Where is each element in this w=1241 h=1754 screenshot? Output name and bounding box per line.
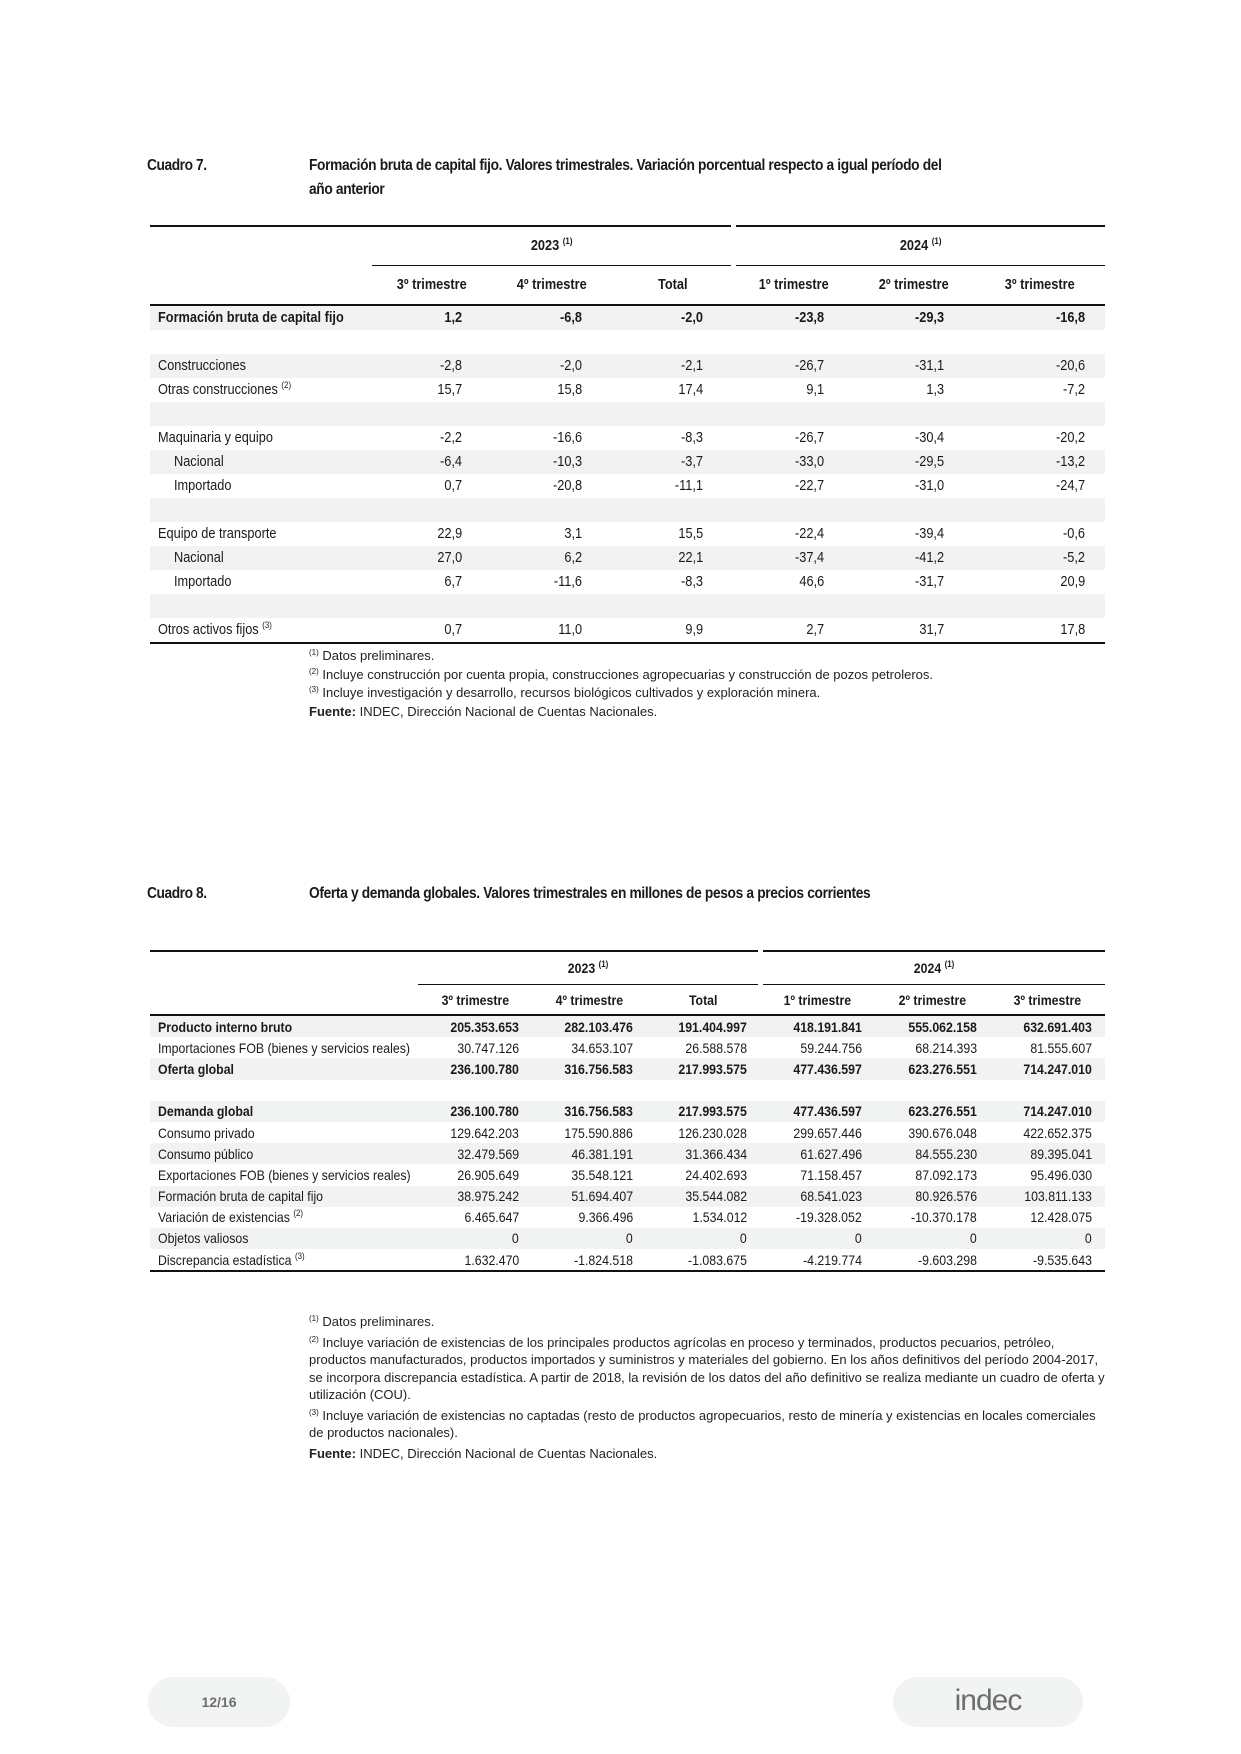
row-label: Formación bruta de capital fijo bbox=[150, 305, 372, 330]
cell-value: -20,2 bbox=[1055, 430, 1086, 446]
cell-value: 6,2 bbox=[492, 546, 612, 570]
cell-value: -22,4 bbox=[794, 526, 825, 542]
cell-value: 32.479.569 bbox=[418, 1143, 532, 1164]
cell-value: 68.214.393 bbox=[915, 1039, 978, 1056]
footnote-marker: (3) bbox=[294, 1250, 305, 1261]
row-label: Producto interno bruto bbox=[150, 1015, 418, 1037]
cell-value: 27,0 bbox=[372, 546, 492, 570]
cell-value: 31.366.434 bbox=[646, 1143, 760, 1164]
column-header: 4º trimestre bbox=[517, 277, 587, 293]
footnote: $^{(1)}$ Datos preliminares. bbox=[309, 1314, 435, 1329]
spacer-row bbox=[150, 1080, 1105, 1101]
row-label: Importado bbox=[174, 478, 232, 494]
table-7-year-2023: 2023 $^{(1)}$ bbox=[372, 226, 733, 266]
cell-value: 217.993.575 bbox=[646, 1101, 760, 1122]
cell-value: -26,7 bbox=[794, 430, 825, 446]
table-row bbox=[150, 618, 1105, 643]
table-8 bbox=[150, 950, 1105, 1272]
cell-value: 236.100.780 bbox=[418, 1101, 532, 1122]
cell-value: -19.328.052 bbox=[796, 1209, 863, 1226]
cell-value: 1,3 bbox=[926, 382, 945, 398]
cell-value: 0 bbox=[760, 1228, 875, 1249]
cell-value: 0,7 bbox=[444, 478, 462, 494]
column-header: 1º trimestre bbox=[758, 277, 829, 293]
table-8-year-row bbox=[150, 951, 1105, 985]
cell-value: -41,2 bbox=[854, 546, 974, 570]
table-7-body bbox=[150, 305, 1105, 643]
row-label: Consumo privado bbox=[158, 1124, 255, 1141]
cell-value: 714.247.010 bbox=[990, 1058, 1105, 1079]
cell-value: 555.062.158 bbox=[875, 1015, 990, 1037]
row-label: Equipo de transporte bbox=[158, 526, 277, 542]
table-row bbox=[150, 1143, 1105, 1164]
row-label: Importaciones FOB (bienes y servicios reales) bbox=[158, 1039, 410, 1056]
cell-value: 2,7 bbox=[806, 622, 825, 638]
cell-value: 129.642.203 bbox=[450, 1124, 519, 1141]
cell-value: 3,1 bbox=[564, 526, 582, 542]
cell-value: 22,9 bbox=[437, 526, 462, 542]
cell-value: 1.632.470 bbox=[464, 1251, 519, 1268]
cell-value: 17,8 bbox=[1060, 622, 1086, 638]
cell-value: 12.428.075 bbox=[1030, 1209, 1093, 1226]
table-8-year-2023: 2023 $^{(1)}$ bbox=[418, 951, 760, 985]
cell-value: 26.905.649 bbox=[457, 1166, 519, 1183]
cell-value: -2,1 bbox=[612, 354, 733, 378]
table-7-footnotes bbox=[309, 647, 1109, 721]
cell-value: 30.747.126 bbox=[457, 1039, 519, 1056]
table-row bbox=[150, 546, 1105, 570]
cell-value: 0 bbox=[532, 1228, 646, 1249]
cell-value: 17,4 bbox=[678, 382, 704, 398]
column-header: 4º trimestre bbox=[555, 991, 623, 1008]
cell-value: 15,7 bbox=[437, 382, 462, 398]
cell-value: -10.370.178 bbox=[911, 1209, 978, 1226]
table-7-title-line1: Formación bruta de capital fijo. Valores trimestrales. Variación porcentual respecto a igual período del bbox=[309, 157, 942, 174]
cell-value: -31,1 bbox=[854, 354, 974, 378]
cell-value: 126.230.028 bbox=[678, 1124, 748, 1141]
cell-value: -20,8 bbox=[552, 478, 582, 494]
table-7 bbox=[150, 225, 1105, 644]
cell-value: 191.404.997 bbox=[646, 1015, 760, 1037]
cell-value: -23,8 bbox=[733, 305, 854, 330]
column-header: Total bbox=[688, 991, 718, 1008]
cell-value: -30,4 bbox=[914, 430, 945, 446]
table-row bbox=[150, 1015, 1105, 1037]
table-7-number: Cuadro 7. bbox=[147, 157, 207, 174]
cell-value: 6.465.647 bbox=[464, 1209, 519, 1226]
cell-value: 623.276.551 bbox=[875, 1058, 990, 1079]
table-8-corner bbox=[150, 951, 418, 985]
row-label: Consumo público bbox=[150, 1143, 418, 1164]
table-row bbox=[150, 1186, 1105, 1207]
cell-value: 390.676.048 bbox=[908, 1124, 978, 1141]
cell-value: -10,3 bbox=[492, 450, 612, 474]
table-row bbox=[150, 354, 1105, 378]
cell-value: 46.381.191 bbox=[532, 1143, 646, 1164]
cell-value: 9,1 bbox=[806, 382, 825, 398]
cell-value: -16,6 bbox=[552, 430, 582, 446]
cell-value: 0 bbox=[875, 1228, 990, 1249]
cell-value: -7,2 bbox=[1063, 382, 1086, 398]
cell-value: -2,0 bbox=[612, 305, 733, 330]
cell-value: 175.590.886 bbox=[564, 1124, 633, 1141]
cell-value: -1.083.675 bbox=[688, 1251, 748, 1268]
table-row bbox=[150, 1164, 1105, 1185]
table-row bbox=[150, 1037, 1105, 1058]
column-header: 3º trimestre bbox=[397, 277, 467, 293]
footnote: $^{(3)}$ Incluye investigación y desarrollo, recursos biológicos cultivados y exploración minera. bbox=[309, 685, 821, 700]
cell-value: 35.548.121 bbox=[571, 1166, 633, 1183]
cell-value: -1.824.518 bbox=[574, 1251, 633, 1268]
cell-value: 0,7 bbox=[444, 622, 462, 638]
column-header: 1º trimestre bbox=[783, 991, 852, 1008]
cell-value: -0,6 bbox=[1063, 526, 1086, 542]
cell-value: -11,6 bbox=[553, 574, 582, 590]
row-label: Discrepancia estadística $^{(3)}$ bbox=[158, 1250, 305, 1268]
row-label: Otras construcciones $^{(2)}$ bbox=[158, 380, 292, 398]
cell-value: 95.496.030 bbox=[1030, 1166, 1093, 1183]
cell-value: 81.555.607 bbox=[1030, 1039, 1093, 1056]
source-note: Fuente: INDEC, Dirección Nacional de Cuentas Nacionales. bbox=[309, 1445, 658, 1461]
cell-value: 26.588.578 bbox=[685, 1039, 748, 1056]
footnote-marker: (3) bbox=[262, 620, 272, 630]
cell-value: 6,7 bbox=[444, 574, 462, 590]
table-8-number: Cuadro 8. bbox=[147, 885, 207, 902]
table-row bbox=[150, 1122, 1105, 1143]
table-7-year-2024: 2024 $^{(1)}$ bbox=[733, 226, 1105, 266]
cell-value: 24.402.693 bbox=[685, 1166, 748, 1183]
row-label: Construcciones bbox=[150, 354, 372, 378]
cell-value: 51.694.407 bbox=[532, 1186, 646, 1207]
footnote: $^{(2)}$ Incluye construcción por cuenta propia, construcciones agropecuarias y construcción de pozos petroleros. bbox=[309, 666, 934, 682]
cell-value: -20,6 bbox=[974, 354, 1105, 378]
footnote-marker: (2) bbox=[293, 1208, 304, 1219]
cell-value: 632.691.403 bbox=[990, 1015, 1105, 1037]
cell-value: 80.926.576 bbox=[875, 1186, 990, 1207]
cell-value: -9.603.298 bbox=[918, 1251, 978, 1268]
cell-value: -6,4 bbox=[372, 450, 492, 474]
table-7-corner bbox=[150, 226, 372, 266]
cell-value: -9.535.643 bbox=[1033, 1251, 1093, 1268]
table-8-column-headers bbox=[150, 985, 1105, 1016]
cell-value: -5,2 bbox=[974, 546, 1105, 570]
cell-value: 714.247.010 bbox=[990, 1101, 1105, 1122]
cell-value: 20,9 bbox=[1060, 574, 1086, 590]
table-8-year-2024: 2024 $^{(1)}$ bbox=[760, 951, 1105, 985]
spacer-row bbox=[150, 594, 1105, 618]
footnote: $^{(1)}$ Datos preliminares. bbox=[309, 648, 435, 663]
indec-logo: indec bbox=[954, 1684, 1022, 1717]
cell-value: 31,7 bbox=[919, 622, 945, 638]
cell-value: 0 bbox=[418, 1228, 532, 1249]
cell-value: -39,4 bbox=[914, 526, 945, 542]
column-header: 2º trimestre bbox=[879, 277, 949, 293]
cell-value: -2,0 bbox=[492, 354, 612, 378]
cell-value: -24,7 bbox=[1055, 478, 1086, 494]
cell-value: -31,7 bbox=[914, 574, 945, 590]
cell-value: 1,2 bbox=[372, 305, 492, 330]
cell-value: -26,7 bbox=[733, 354, 854, 378]
cell-value: 9.366.496 bbox=[578, 1209, 633, 1226]
cell-value: 71.158.457 bbox=[800, 1166, 863, 1183]
table-row bbox=[150, 570, 1105, 594]
cell-value: 15,8 bbox=[557, 382, 582, 398]
cell-value: 0 bbox=[990, 1228, 1105, 1249]
column-header: 3º trimestre bbox=[1004, 277, 1075, 293]
table-row bbox=[150, 305, 1105, 330]
row-label: Exportaciones FOB (bienes y servicios reales) bbox=[158, 1166, 411, 1183]
cell-value: -37,4 bbox=[733, 546, 854, 570]
table-row bbox=[150, 474, 1105, 498]
row-label: Formación bruta de capital fijo bbox=[150, 1186, 418, 1207]
cell-value: -29,5 bbox=[854, 450, 974, 474]
cell-value: -22,7 bbox=[794, 478, 825, 494]
cell-value: 46,6 bbox=[799, 574, 825, 590]
column-header: 3º trimestre bbox=[441, 991, 509, 1008]
table-7-title-line2: año anterior bbox=[309, 181, 385, 198]
indec-logo-badge bbox=[893, 1677, 1083, 1727]
cell-value: 316.756.583 bbox=[532, 1101, 646, 1122]
column-header: 3º trimestre bbox=[1013, 991, 1082, 1008]
table-8-title: Oferta y demanda globales. Valores trimestrales en millones de pesos a precios corrientes bbox=[309, 885, 871, 902]
cell-value: -11,1 bbox=[674, 478, 704, 494]
cell-value: -6,8 bbox=[492, 305, 612, 330]
cell-value: -2,8 bbox=[372, 354, 492, 378]
cell-value: 61.627.496 bbox=[760, 1143, 875, 1164]
table-7-column-headers bbox=[150, 266, 1105, 306]
cell-value: 418.191.841 bbox=[760, 1015, 875, 1037]
cell-value: -4.219.774 bbox=[803, 1251, 863, 1268]
cell-value: 422.652.375 bbox=[1023, 1124, 1093, 1141]
cell-value: 236.100.780 bbox=[418, 1058, 532, 1079]
source-note: Fuente: INDEC, Dirección Nacional de Cuentas Nacionales. bbox=[309, 703, 658, 719]
row-label: Maquinaria y equipo bbox=[158, 430, 273, 446]
cell-value: 59.244.756 bbox=[800, 1039, 863, 1056]
cell-value: 87.092.173 bbox=[915, 1166, 978, 1183]
page-number: 12/16 bbox=[201, 1694, 237, 1710]
row-label: Importado bbox=[174, 574, 232, 590]
cell-value: 217.993.575 bbox=[646, 1058, 760, 1079]
row-label: Otros activos fijos $^{(3)}$ bbox=[158, 620, 272, 638]
cell-value: 35.544.082 bbox=[646, 1186, 760, 1207]
cell-value: 89.395.041 bbox=[990, 1143, 1105, 1164]
cell-value: 103.811.133 bbox=[990, 1186, 1105, 1207]
cell-value: 299.657.446 bbox=[793, 1124, 863, 1141]
footnote-marker: (2) bbox=[281, 380, 292, 390]
cell-value: 68.541.023 bbox=[760, 1186, 875, 1207]
cell-value: -8,3 bbox=[681, 430, 704, 446]
cell-value: -8,3 bbox=[681, 574, 704, 590]
table-8-footnotes bbox=[309, 1313, 1105, 1462]
table-8-body bbox=[150, 1015, 1105, 1271]
spacer-row bbox=[150, 330, 1105, 354]
cell-value: 477.436.597 bbox=[760, 1101, 875, 1122]
cell-value: 38.975.242 bbox=[418, 1186, 532, 1207]
row-label: Nacional bbox=[150, 450, 372, 474]
table-row bbox=[150, 522, 1105, 546]
row-label: Demanda global bbox=[150, 1101, 418, 1122]
cell-value: -2,2 bbox=[440, 430, 462, 446]
footnote: $^{(2)}$ Incluye variación de existencias de los principales productos agrícolas en proceso y terminados, productos pecuarios, petróleo, productos manufacturados, productos importados y suministros y materiales del gobierno. En los años definitivos del período 2004-2017, se incorpora discrepancia estadística. A partir de 2018, la revisión de los datos del año definitivo se realiza mediante un cuadro de oferta y utilización (COU). bbox=[309, 1334, 1105, 1402]
cell-value: 15,5 bbox=[678, 526, 704, 542]
cell-value: 22,1 bbox=[612, 546, 733, 570]
cell-value: 205.353.653 bbox=[418, 1015, 532, 1037]
row-label: Variación de existencias $^{(2)}$ bbox=[158, 1208, 304, 1226]
cell-value: -29,3 bbox=[854, 305, 974, 330]
cell-value: -33,0 bbox=[733, 450, 854, 474]
cell-value: 34.653.107 bbox=[571, 1039, 633, 1056]
column-header: 2º trimestre bbox=[898, 991, 967, 1008]
cell-value: -3,7 bbox=[612, 450, 733, 474]
cell-value: -31,0 bbox=[914, 478, 945, 494]
cell-value: 1.534.012 bbox=[692, 1209, 748, 1226]
cell-value: 9,9 bbox=[685, 622, 704, 638]
table-row bbox=[150, 1207, 1105, 1228]
cell-value: -13,2 bbox=[974, 450, 1105, 474]
table-7-title bbox=[309, 154, 942, 202]
footnote: $^{(3)}$ Incluye variación de existencias no captadas (resto de productos agropecuarios, resto de minería y existencias en locales comerciales de productos nacionales). bbox=[309, 1407, 1096, 1440]
table-row bbox=[150, 1101, 1105, 1122]
table-row bbox=[150, 450, 1105, 474]
table-row bbox=[150, 378, 1105, 402]
table-row bbox=[150, 1058, 1105, 1079]
cell-value: 477.436.597 bbox=[760, 1058, 875, 1079]
table-7-year-row bbox=[150, 226, 1105, 266]
cell-value: 11,0 bbox=[558, 622, 582, 638]
cell-value: 84.555.230 bbox=[875, 1143, 990, 1164]
table-row bbox=[150, 1249, 1105, 1271]
page-number-badge bbox=[148, 1677, 290, 1727]
table-row bbox=[150, 1228, 1105, 1249]
row-label: Objetos valiosos bbox=[150, 1228, 418, 1249]
row-label: Nacional bbox=[150, 546, 372, 570]
spacer-row bbox=[150, 402, 1105, 426]
column-header: Total bbox=[657, 277, 688, 293]
cell-value: 282.103.476 bbox=[532, 1015, 646, 1037]
cell-value: -16,8 bbox=[974, 305, 1105, 330]
spacer-row bbox=[150, 498, 1105, 522]
cell-value: 0 bbox=[646, 1228, 760, 1249]
table-row bbox=[150, 426, 1105, 450]
cell-value: 316.756.583 bbox=[532, 1058, 646, 1079]
row-label: Oferta global bbox=[150, 1058, 418, 1079]
cell-value: 623.276.551 bbox=[875, 1101, 990, 1122]
